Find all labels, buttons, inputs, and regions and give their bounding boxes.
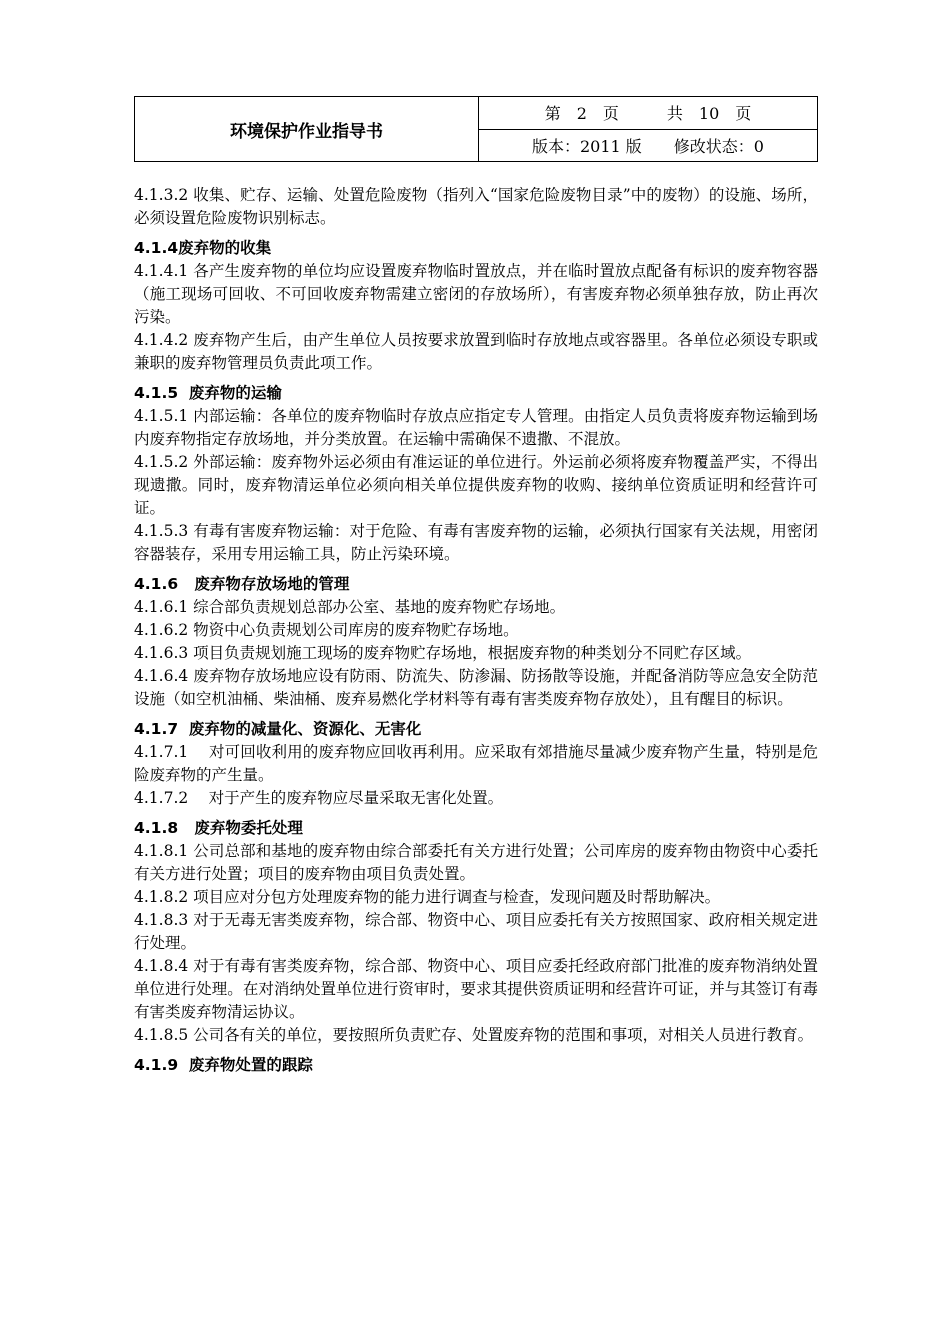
header-meta: [479, 97, 817, 161]
clause-paragraph: 4.1.6.4 废弃物存放场地应设有防雨、防流失、防渗漏、防扬散等设施，并配备消防等应急安全防范设施（如空机油桶、柴油桶、废弃易燃化学材料等有毒有害类废弃物存放处），且有醒目的标识。: [134, 667, 818, 708]
page-info: 第 2 页 共 10 页: [544, 104, 752, 124]
clause-paragraph: 4.1.5.3 有毒有害废弃物运输：对于危险、有毒有害废弃物的运输，必须执行国家有关法规，用密闭容器装存，采用专用运输工具，防止污染环境。: [134, 522, 818, 563]
version-info: 版本：2011 版 修改状态：0: [479, 129, 817, 162]
clause-paragraph: 4.1.7.1 对可回收利用的废弃物应回收再利用。应采取有郊措施尽量减少废弃物产生量，特别是危险废弃物的产生量。: [134, 743, 818, 784]
clause-paragraph: 4.1.4.1 各产生废弃物的单位均应设置废弃物临时置放点，并在临时置放点配备有标识的废弃物容器（施工现场可回收、不可回收废弃物需建立密闭的存放场所），有害废弃物必须单独存放，防止再次污染。: [134, 262, 818, 326]
section-heading: 4.1.5 废弃物的运输: [134, 384, 282, 402]
clause-paragraph: 4.1.7.2 对于产生的废弃物应尽量采取无害化处置。: [134, 789, 504, 807]
clause-paragraph: 4.1.6.2 物资中心负责规划公司库房的废弃物贮存场地。: [134, 621, 519, 639]
clause-paragraph: 4.1.6.3 项目负责规划施工现场的废弃物贮存场地，根据废弃物的种类划分不同贮存区域。: [134, 644, 752, 662]
document-header-table: [134, 96, 818, 162]
document-title: 环境保护作业指导书: [135, 97, 479, 161]
clause-paragraph: 4.1.8.4 对于有毒有害类废弃物，综合部、物资中心、项目应委托经政府部门批准的废弃物消纳处置单位进行处理。在对消纳处置单位进行资审时，要求其提供资质证明和经营许可证，并与其签订有毒有害类废弃物清运协议。: [134, 957, 818, 1021]
section-heading: 4.1.8 废弃物委托处理: [134, 819, 303, 837]
clause-paragraph: 4.1.4.2 废弃物产生后，由产生单位人员按要求放置到临时存放地点或容器里。各单位必须设专职或兼职的废弃物管理员负责此项工作。: [134, 331, 818, 372]
clause-paragraph: 4.1.8.5 公司各有关的单位，要按照所负责贮存、处置废弃物的范围和事项，对相关人员进行教育。: [134, 1026, 814, 1044]
clause-paragraph: 4.1.5.1 内部运输：各单位的废弃物临时存放点应指定专人管理。由指定人员负责将废弃物运输到场内废弃物指定存放场地，并分类放置。在运输中需确保不遗撒、不混放。: [134, 407, 818, 448]
section-heading: 4.1.7 废弃物的减量化、资源化、无害化: [134, 720, 422, 738]
clause-paragraph: 4.1.6.1 综合部负责规划总部办公室、基地的废弃物贮存场地。: [134, 598, 566, 616]
section-heading: 4.1.9 废弃物处置的跟踪: [134, 1056, 313, 1074]
document-body: [134, 184, 818, 1077]
clause-paragraph: 4.1.5.2 外部运输：废弃物外运必须由有准运证的单位进行。外运前必须将废弃物覆盖严实，不得出现遗撒。同时，废弃物清运单位必须向相关单位提供废弃物的收购、接纳单位资质证明和经营许可证。: [134, 453, 818, 517]
clause-paragraph: 4.1.8.2 项目应对分包方处理废弃物的能力进行调查与检查，发现问题及时帮助解决。: [134, 888, 721, 906]
clause-paragraph: 4.1.3.2 收集、贮存、运输、处置危险废物（指列入“国家危险废物目录”中的废物）的设施、场所，必须设置危险废物识别标志。: [134, 186, 818, 227]
clause-paragraph: 4.1.8.1 公司总部和基地的废弃物由综合部委托有关方进行处置；公司库房的废弃物由物资中心委托有关方进行处置；项目的废弃物由项目负责处置。: [134, 842, 818, 883]
section-heading: 4.1.6 废弃物存放场地的管理: [134, 575, 350, 593]
clause-paragraph: 4.1.8.3 对于无毒无害类废弃物，综合部、物资中心、项目应委托有关方按照国家、政府相关规定进行处理。: [134, 911, 818, 952]
section-heading: 4.1.4废弃物的收集: [134, 239, 272, 257]
